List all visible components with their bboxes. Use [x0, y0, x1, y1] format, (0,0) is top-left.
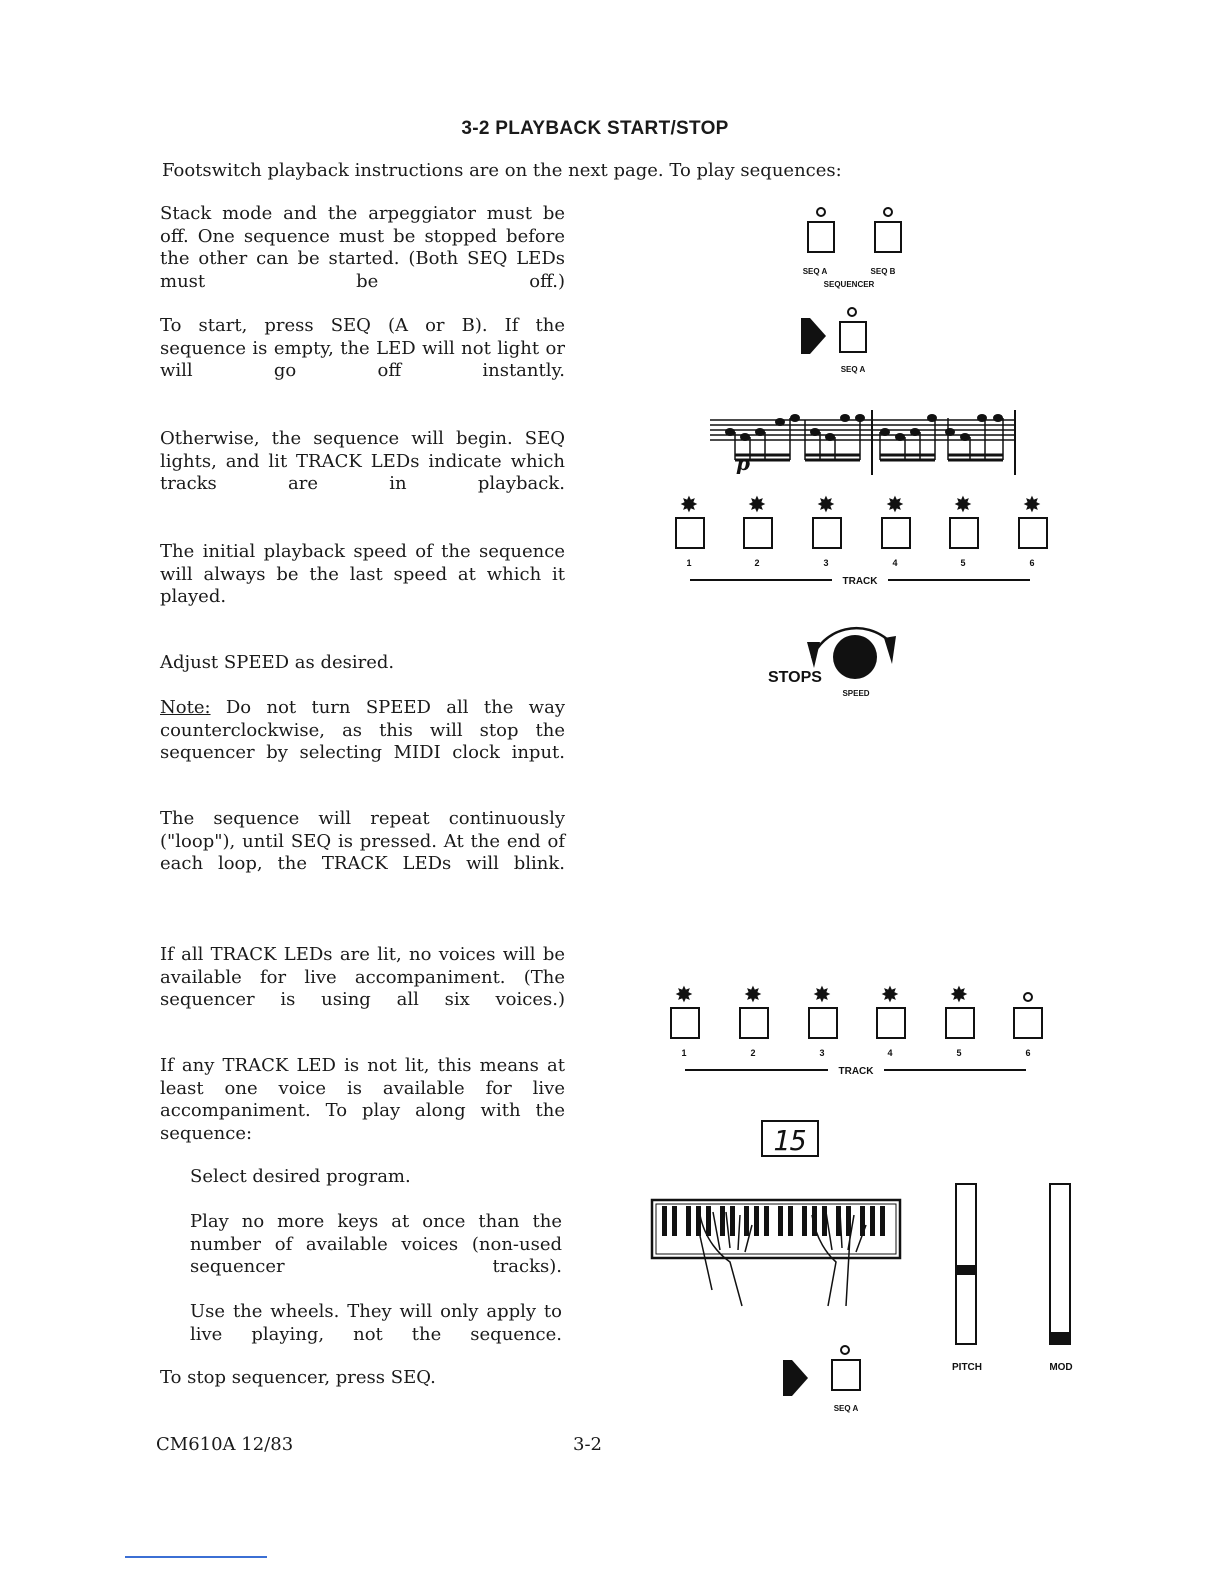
track-number-3: 3 [823, 558, 829, 568]
track-button-5 [946, 983, 974, 1038]
svg-text:✸: ✸ [674, 983, 694, 1008]
seq-b-label: SEQ B [870, 267, 896, 276]
seq-a-button [840, 322, 866, 352]
seq-a-led-icon [848, 308, 856, 316]
track-label: TRACK [842, 576, 878, 587]
svg-text:✸: ✸ [679, 493, 699, 518]
press-seq-a-figure [801, 308, 866, 354]
svg-text:✸: ✸ [747, 493, 767, 518]
track-button-2 [740, 983, 768, 1038]
track-button-3 [813, 493, 841, 548]
press-seq-a-stop-figure [783, 1346, 860, 1396]
track-number-6: 6 [1025, 1048, 1031, 1058]
track-number-5: 5 [956, 1048, 962, 1058]
seq-a-label: SEQ A [840, 365, 866, 374]
para-all-leds: If all TRACK LEDs are lit, no voices will be available for live accompaniment. (The sequencer is using all six voices.) [160, 944, 565, 1010]
footer-page-number: 3-2 [573, 1434, 602, 1455]
para-adjust-speed: Adjust SPEED as desired. [160, 652, 395, 673]
para-loop: The sequence will repeat continuously ("loop"), until SEQ is pressed. At the end of each loop, the TRACK LEDs will blink. [160, 808, 565, 874]
track-6-led-off-icon [1024, 993, 1032, 1001]
press-arrow-icon [783, 1360, 808, 1396]
note-text: Do not turn SPEED all the way counterclockwise, as this will stop the sequencer by selecting MIDI clock input. [160, 697, 565, 763]
track-number-5: 5 [960, 558, 966, 568]
keyboard-figure [652, 1200, 900, 1306]
rotate-cw-arrow-icon [884, 636, 896, 664]
seq-a-button [808, 222, 834, 252]
para-select-program: Select desired program. [190, 1166, 411, 1187]
track-number-3: 3 [819, 1048, 825, 1058]
svg-text:✸: ✸ [885, 493, 905, 518]
pitch-label: PITCH [952, 1362, 982, 1373]
seq-b-button [875, 222, 901, 252]
speed-knob-icon [833, 635, 877, 679]
svg-text:✸: ✸ [743, 983, 763, 1008]
footer-doc-id: CM610A 12/83 [156, 1434, 294, 1455]
para-stack-mode: Stack mode and the arpeggiator must be off. One sequence must be stopped before the other can be started. (Both SEQ LEDs must be off.) [160, 203, 565, 292]
sequencer-buttons-figure [808, 208, 901, 252]
svg-text:✸: ✸ [812, 983, 832, 1008]
para-otherwise: Otherwise, the sequence will begin. SEQ lights, and lit TRACK LEDs indicate which tracks are in playback. [160, 428, 565, 494]
press-arrow-icon [801, 318, 826, 354]
seq-a-led-icon [817, 208, 825, 216]
track-number-1: 1 [686, 558, 692, 568]
track-number-2: 2 [750, 1048, 756, 1058]
stops-label: STOPS [768, 669, 822, 686]
mod-label: MOD [1049, 1362, 1073, 1373]
note-heads [725, 414, 1003, 441]
pitch-wheel-indicator [956, 1265, 976, 1275]
note-label: Note: [160, 697, 211, 718]
track-number-4: 4 [887, 1048, 893, 1058]
svg-text:✸: ✸ [880, 983, 900, 1008]
seq-b-led-icon [884, 208, 892, 216]
svg-text:✸: ✸ [953, 493, 973, 518]
svg-text:✸: ✸ [1022, 493, 1042, 518]
para-stop-sequencer: To stop sequencer, press SEQ. [160, 1367, 436, 1388]
seq-a-label: SEQ A [833, 1404, 859, 1413]
track-label: TRACK [838, 1066, 874, 1077]
mod-wheel-indicator [1050, 1332, 1070, 1344]
track-number-4: 4 [892, 558, 898, 568]
pitch-wheel [956, 1184, 976, 1344]
speed-label: SPEED [842, 689, 870, 698]
track-button-6 [1014, 993, 1042, 1038]
track-button-5 [950, 493, 978, 548]
track-button-4 [877, 983, 905, 1038]
track-button-1 [671, 983, 699, 1038]
track-button-1 [676, 493, 704, 548]
seq-a-label: SEQ A [802, 267, 828, 276]
track-button-6 [1019, 493, 1047, 548]
track-number-6: 6 [1029, 558, 1035, 568]
track-button-2 [744, 493, 772, 548]
mod-wheel [1050, 1184, 1070, 1344]
program-display-value: 15 [773, 1124, 807, 1157]
track-button-4 [882, 493, 910, 548]
para-initial-speed: The initial playback speed of the sequence will always be the last speed at which it played. [160, 541, 565, 607]
rotate-ccw-arrow-icon [807, 642, 820, 668]
seq-a-led-icon [841, 1346, 849, 1354]
para-any-led: If any TRACK LED is not lit, this means at least one voice is available for live accompaniment. To play along with the sequence: [160, 1055, 565, 1144]
page-title: 3-2 PLAYBACK START/STOP [461, 118, 729, 139]
track-number-2: 2 [754, 558, 760, 568]
track-button-3 [809, 983, 837, 1038]
track-buttons-partial-figure [671, 983, 1042, 1070]
para-play-keys: Play no more keys at once than the number of available voices (non-used sequencer tracks). [190, 1211, 562, 1277]
track-number-1: 1 [681, 1048, 687, 1058]
intro-text: Footswitch playback instructions are on the next page. To play sequences: [162, 160, 842, 181]
seq-a-button [832, 1360, 860, 1390]
para-use-wheels: Use the wheels. They will only apply to live playing, not the sequence. [190, 1301, 562, 1345]
sequencer-label: SEQUENCER [823, 280, 875, 289]
svg-text:p: p [736, 451, 750, 475]
music-staff-figure [710, 410, 1015, 475]
svg-text:✸: ✸ [949, 983, 969, 1008]
track-buttons-lit-figure [676, 493, 1047, 580]
para-to-start: To start, press SEQ (A or B). If the sequence is empty, the LED will not light or will go off instantly. [160, 315, 565, 381]
svg-text:✸: ✸ [816, 493, 836, 518]
